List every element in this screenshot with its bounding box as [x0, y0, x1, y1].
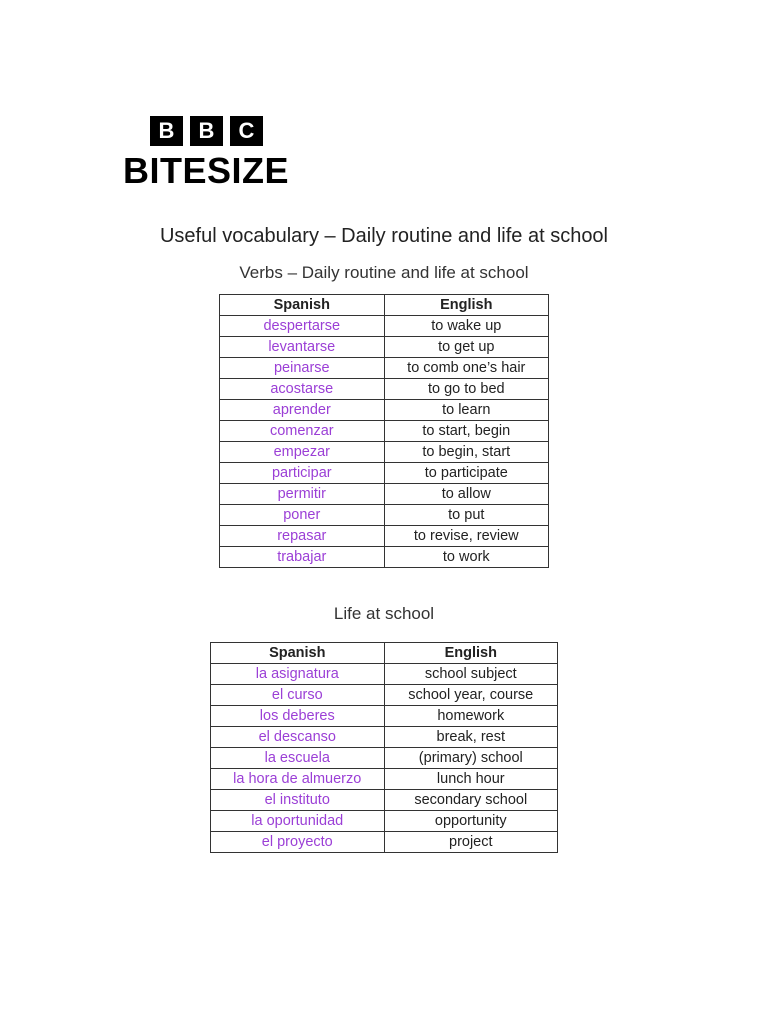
- table-row: [211, 664, 558, 685]
- page-title: Useful vocabulary – Daily routine and life at school: [159, 225, 609, 247]
- english-cell: to begin, start: [384, 442, 548, 463]
- spanish-cell: repasar: [220, 526, 385, 547]
- spanish-cell: peinarse: [220, 358, 385, 379]
- bitesize-wordmark: BITESIZE: [123, 150, 290, 191]
- table-row: [220, 400, 549, 421]
- table-row: [211, 706, 558, 727]
- spanish-cell: la hora de almuerzo: [211, 769, 385, 790]
- bbc-letter-b1: B: [150, 116, 183, 146]
- table-row: [220, 316, 549, 337]
- english-cell: school subject: [384, 664, 557, 685]
- bbc-letter-c: C: [230, 116, 263, 146]
- english-cell: homework: [384, 706, 557, 727]
- table-row: [220, 337, 549, 358]
- spanish-cell: el proyecto: [211, 832, 385, 853]
- english-cell: to wake up: [384, 316, 548, 337]
- spanish-cell: levantarse: [220, 337, 385, 358]
- table-header-row: [220, 295, 549, 316]
- table-row: [220, 421, 549, 442]
- english-cell: lunch hour: [384, 769, 557, 790]
- english-cell: project: [384, 832, 557, 853]
- table-row: [211, 748, 558, 769]
- table-row: [211, 727, 558, 748]
- english-cell: secondary school: [384, 790, 557, 811]
- table-row: [220, 505, 549, 526]
- english-cell: to go to bed: [384, 379, 548, 400]
- table-row: [211, 769, 558, 790]
- school-heading: Life at school: [333, 604, 435, 623]
- spanish-cell: el curso: [211, 685, 385, 706]
- english-cell: to revise, review: [384, 526, 548, 547]
- english-cell: to get up: [384, 337, 548, 358]
- spanish-cell: acostarse: [220, 379, 385, 400]
- english-cell: (primary) school: [384, 748, 557, 769]
- spanish-cell: despertarse: [220, 316, 385, 337]
- english-cell: to work: [384, 547, 548, 568]
- english-cell: to participate: [384, 463, 548, 484]
- spanish-cell: la asignatura: [211, 664, 385, 685]
- column-header-spanish: Spanish: [211, 643, 385, 664]
- spanish-cell: permitir: [220, 484, 385, 505]
- table-row: [211, 832, 558, 853]
- table-row: [211, 811, 558, 832]
- spanish-cell: los deberes: [211, 706, 385, 727]
- spanish-cell: poner: [220, 505, 385, 526]
- spanish-cell: trabajar: [220, 547, 385, 568]
- spanish-cell: aprender: [220, 400, 385, 421]
- table-row: [220, 379, 549, 400]
- table-row: [220, 484, 549, 505]
- spanish-cell: el instituto: [211, 790, 385, 811]
- table-row: [211, 790, 558, 811]
- english-cell: to start, begin: [384, 421, 548, 442]
- english-cell: to learn: [384, 400, 548, 421]
- english-cell: to put: [384, 505, 548, 526]
- table-row: [211, 685, 558, 706]
- school-table-body: [211, 664, 558, 853]
- table-row: [220, 442, 549, 463]
- spanish-cell: la escuela: [211, 748, 385, 769]
- spanish-cell: comenzar: [220, 421, 385, 442]
- verbs-table-body: [220, 316, 549, 568]
- table-row: [220, 526, 549, 547]
- verbs-heading: Verbs – Daily routine and life at school: [239, 263, 529, 282]
- table-row: [220, 463, 549, 484]
- english-cell: to comb one’s hair: [384, 358, 548, 379]
- english-cell: school year, course: [384, 685, 557, 706]
- column-header-english: English: [384, 295, 548, 316]
- table-row: [220, 547, 549, 568]
- bbc-letters: [150, 116, 293, 146]
- spanish-cell: la oportunidad: [211, 811, 385, 832]
- english-cell: to allow: [384, 484, 548, 505]
- english-cell: opportunity: [384, 811, 557, 832]
- bbc-letter-b2: B: [190, 116, 223, 146]
- english-cell: break, rest: [384, 727, 557, 748]
- spanish-cell: participar: [220, 463, 385, 484]
- spanish-cell: empezar: [220, 442, 385, 463]
- column-header-spanish: Spanish: [220, 295, 385, 316]
- table-header-row: [211, 643, 558, 664]
- column-header-english: English: [384, 643, 557, 664]
- school-table: [210, 642, 558, 853]
- table-row: [220, 358, 549, 379]
- verbs-table: [219, 294, 549, 568]
- spanish-cell: el descanso: [211, 727, 385, 748]
- bbc-bitesize-logo: [123, 116, 293, 189]
